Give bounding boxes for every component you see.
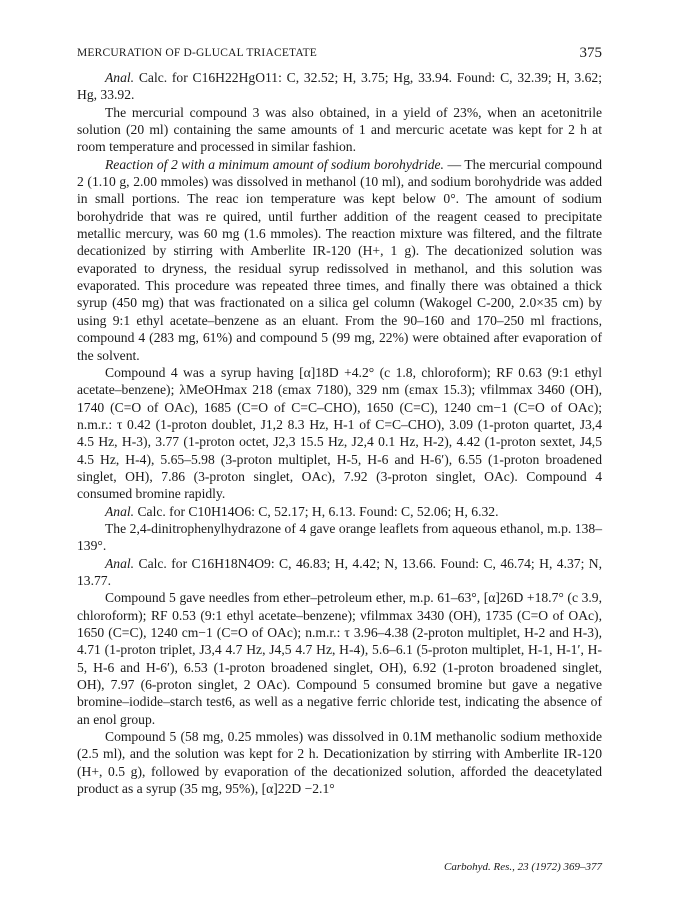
analysis-text: Calc. for C16H22HgO11: C, 32.52; H, 3.75; Hg, 33.94. Found: C, 32.39; H, 3.62; Hg, 33.92. <box>77 70 602 103</box>
analysis-text: Calc. for C16H18N4O9: C, 46.83; H, 4.42; N, 13.66. Found: C, 46.74; H, 4.37; N, 13.77. <box>77 555 602 588</box>
analysis-label: Anal. <box>105 70 135 85</box>
section-paragraph <box>77 156 602 364</box>
analysis-label: Anal. <box>105 503 135 519</box>
analysis-paragraph <box>77 69 602 104</box>
running-head <box>77 47 602 67</box>
analysis-paragraph <box>77 503 602 520</box>
analysis-paragraph <box>77 555 602 590</box>
page-number: 375 <box>579 45 602 61</box>
body-paragraph: The mercurial compound 3 was also obtained, in a yield of 23%, when an acetonitrile solution (20 ml) containing the same amounts of 1 and mercuric acetate was kept for 2 h at room temperature and processed in similar fashion. <box>77 104 602 155</box>
body-paragraph: Compound 5 (58 mg, 0.25 mmoles) was dissolved in 0.1M methanolic sodium methoxide (2.5 ml), and the solution was kept for 2 h. Decationization by stirring with Amberlite IR-120 (H+, 0.5 g), followed by evaporation of the decationized solution, afforded the deacetylated product as a syrup (35 mg, 95%), [α]22D −2.1° <box>77 729 602 797</box>
analysis-label: Anal. <box>105 555 135 571</box>
body-paragraph: The 2,4-dinitrophenylhydrazone of 4 gave orange leaflets from aqueous ethanol, m.p. 138–139°. <box>77 520 602 554</box>
analysis-text: Calc. for C10H14O6: C, 52.17; H, 6.13. Found: C, 52.06; H, 6.32. <box>134 503 499 519</box>
body-text <box>77 69 602 797</box>
section-text: — The mercurial compound 2 (1.10 g, 2.00 mmoles) was dissolved in methanol (10 ml), and sodium borohydride was added in small portions. The reac ion temperature was kept below 0°. The amount of sodium borohydride that was re quired, until further addition of the reagent ceased to precipitate metallic mercury, was 60 mg (1.6 mmoles). The reaction mixture was filtered, and the filtrate decationized by stirring with Amberlite IR-120 (H+, 1 g). The decationized solution was evaporated to dryness, the residual syrup redissolved in methanol, and this solution was evaporated. This procedure was repeated three times, and finally there was obtained a thick syrup (450 mg) that was fractionated on a silica gel column (Wakogel C-200, 2.0×35 cm) by using 9:1 ethyl acetate–benzene as an eluant. From the 90–160 and 170–250 ml fractions, compound 4 (283 mg, 61%) and compound 5 (99 mg, 22%) were obtained after evaporation of the solvent. <box>77 156 603 363</box>
body-paragraph: Compound 4 was a syrup having [α]18D +4.2° (c 1.8, chloroform); RF 0.63 (9:1 ethyl acetate–benzene); λMeOHmax 218 (εmax 7180), 329 nm (εmax 15.3); νfilmmax 3460 (OH), 1740 (C=O of OAc), 1685 (C=O of C=C–CHO), 1650 (C=C), 1240 cm−1 (C=O of OAc); n.m.r.: τ 0.42 (1-proton doublet, J1,2 8.3 Hz, H-1 of C=C–CHO), 3.09 (1-proton quartet, J3,4 4.5 Hz, H-3), 3.77 (1-proton octet, J2,3 15.5 Hz, J2,4 0.1 Hz, H-2), 4.42 (1-proton sextet, J4,5 4.5 Hz, H-4), 5.65–5.98 (3-proton multiplet, H-5, H-6 and H-6′), 6.55 (1-proton broadened singlet, OH), 7.86 (3-proton singlet, OAc), 7.92 (3-proton singlet, OAc). Compound 4 consumed bromine rapidly. <box>77 364 602 502</box>
body-paragraph: Compound 5 gave needles from ether–petroleum ether, m.p. 61–63°, [α]26D +18.7° (c 3.9, chloroform); RF 0.53 (9:1 ethyl acetate–benzene); νfilmmax 3430 (OH), 1735 (C=O of OAc), 1650 (C=C), 1240 cm−1 (C=O of OAc); n.m.r.: τ 3.96–4.38 (2-proton multiplet, H-2 and H-3), 4.71 (1-proton triplet, J3,4 4.7 Hz, J4,5 4.7 Hz, H-4), 5.6–6.1 (5-proton multiplet, H-1, H-1′, H-5, H-6 and H-6′), 6.53 (1-proton broadened singlet, OH), 6.92 (1-proton broadened singlet, OH), 7.97 (6-proton singlet, 2 OAc). Compound 5 consumed bromine but gave a negative bromine–iodide–starch test6, as well as a negative ferric chloride test, indicating the absence of an enol group. <box>77 590 602 727</box>
section-heading: Reaction of 2 with a minimum amount of sodium borohydride. <box>105 156 444 172</box>
journal-citation: Carbohyd. Res., 23 (1972) 369–377 <box>444 861 602 873</box>
running-head-title: MERCURATION OF D-GLUCAL TRIACETATE <box>77 47 318 59</box>
